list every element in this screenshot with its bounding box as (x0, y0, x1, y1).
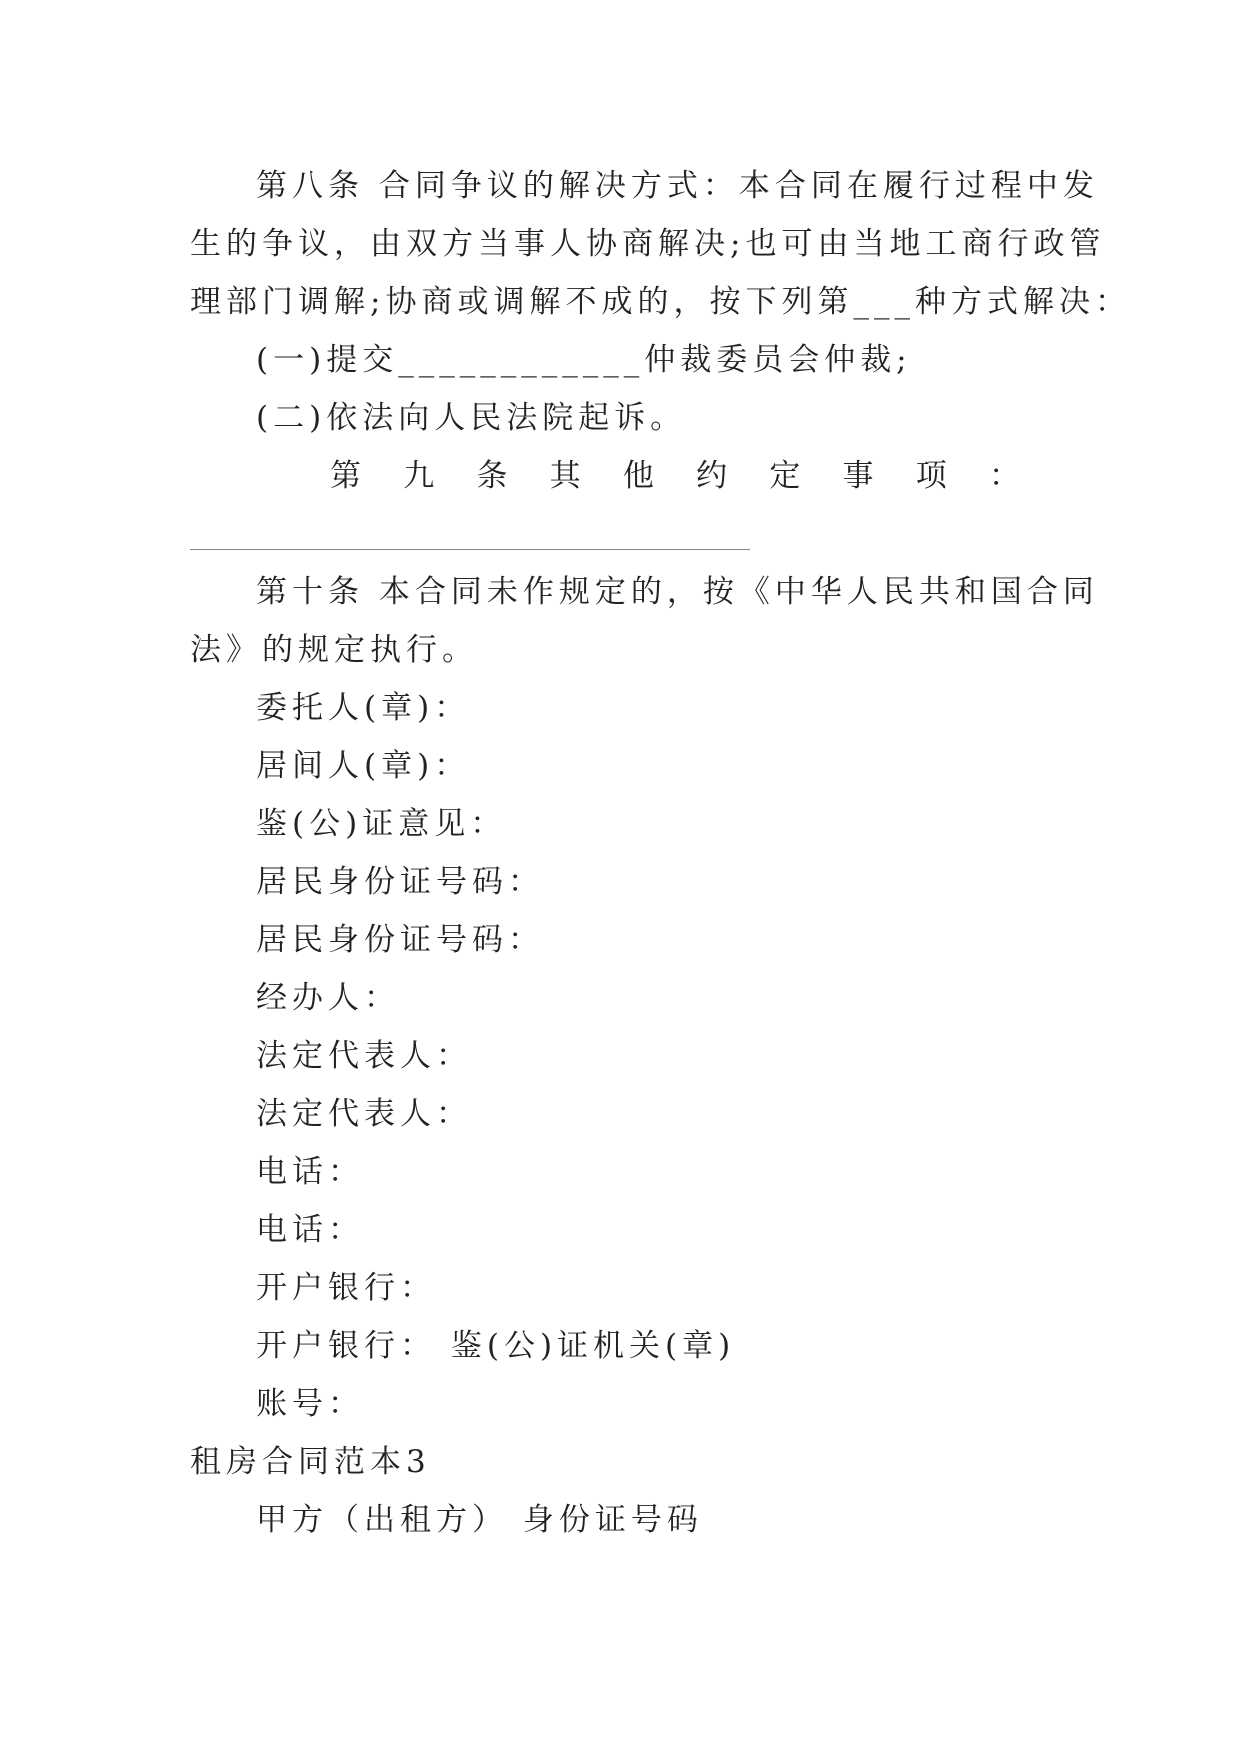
signature-line: 电话： (256, 1212, 364, 1248)
signature-line: 开户银行： (256, 1270, 436, 1306)
signature-line: 经办人： (256, 980, 400, 1016)
article-8-option-2: (二)依法向人民法院起诉。 (256, 400, 687, 436)
signature-line: 开户银行： 鉴(公)证机关(章) (256, 1328, 736, 1364)
article-10-line-1: 第十条 本合同未作规定的，按《中华人民共和国合同 (256, 574, 1099, 610)
article-10-line-2: 法》的规定执行。 (190, 632, 478, 668)
signature-line: 居民身份证号码： (256, 922, 544, 958)
signature-line: 电话： (256, 1154, 364, 1190)
signature-line: 委托人(章)： (256, 690, 471, 726)
article-8-line-1: 第八条 合同争议的解决方式：本合同在履行过程中发 (256, 168, 1099, 204)
signature-line: 账号： (256, 1386, 364, 1422)
article-8-line-3: 理部门调解;协商或调解不成的，按下列第___种方式解决： (190, 284, 1131, 320)
signature-line: 居民身份证号码： (256, 864, 544, 900)
article-8-option-1: (一)提交____________仲裁委员会仲裁; (256, 342, 912, 378)
article-9-blank-line (190, 549, 750, 550)
signature-line: 居间人(章)： (256, 748, 471, 784)
article-8-line-2: 生的争议，由双方当事人协商解决;也可由当地工商行政管 (190, 226, 1106, 262)
next-contract-title: 租房合同范本3 (190, 1444, 431, 1480)
signature-line: 法定代表人： (256, 1096, 472, 1132)
article-9-heading: 第 九 条 其 他 约 定 事 项 ： (330, 458, 1020, 494)
next-contract-first-line: 甲方（出租方） 身份证号码 (256, 1502, 703, 1538)
signature-line: 鉴(公)证意见： (256, 806, 507, 842)
signature-line: 法定代表人： (256, 1038, 472, 1074)
